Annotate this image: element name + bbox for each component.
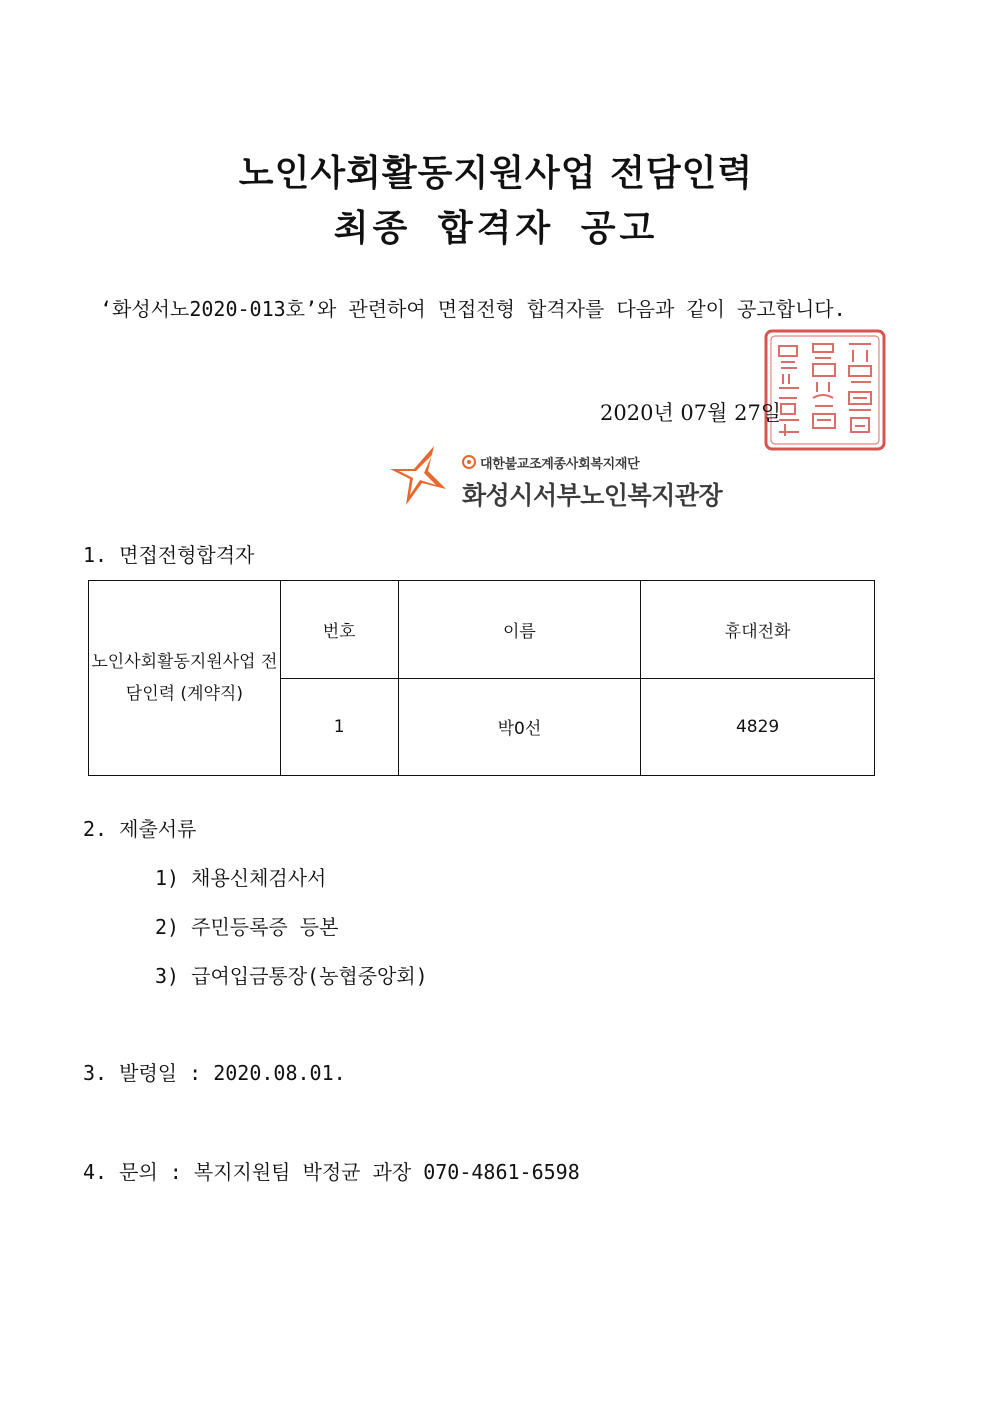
center-name: 화성시서부노인복지관장 xyxy=(462,481,723,510)
section-2-title: 2. 제출서류 xyxy=(83,817,197,841)
table-header-row xyxy=(89,581,875,679)
intro-paragraph: ‘화성서노2020-013호’와 관련하여 면접전형 합격자를 다음과 같이 공고합니다. xyxy=(100,297,846,321)
star-logo-icon xyxy=(388,443,452,509)
cell-phone: 4829 xyxy=(641,678,875,776)
header-number: 번호 xyxy=(280,581,398,679)
page-subtitle: 최종 합격자 공고 xyxy=(333,208,659,249)
table-category-cell: 노인사회활동지원사업 전담인력 (계약직) xyxy=(89,581,281,776)
appointment-date: 3. 발령일 : 2020.08.01. xyxy=(83,1061,346,1085)
dharma-wheel-icon xyxy=(462,455,476,469)
header-phone: 휴대전화 xyxy=(641,581,875,679)
cell-number: 1 xyxy=(280,678,398,776)
contact-info: 4. 문의 : 복지지원팀 박정균 과장 070-4861-6598 xyxy=(83,1160,580,1184)
official-seal-icon xyxy=(763,328,887,452)
organization-logo xyxy=(388,443,728,513)
document-item: 1) 채용신체검사서 xyxy=(155,866,327,890)
page-title: 노인사회활동지원사업 전담인력 xyxy=(238,153,754,194)
section-1-title: 1. 면접전형합격자 xyxy=(83,543,255,567)
document-item: 3) 급여입금통장(농협중앙회) xyxy=(155,964,428,988)
passer-table xyxy=(88,580,875,776)
cell-name: 박0선 xyxy=(398,678,641,776)
foundation-name: 대한불교조계종사회복지재단 xyxy=(480,457,640,472)
header-name: 이름 xyxy=(398,581,641,679)
document-item: 2) 주민등록증 등본 xyxy=(155,915,339,939)
announcement-date: 2020년 07월 27일 xyxy=(600,401,782,425)
